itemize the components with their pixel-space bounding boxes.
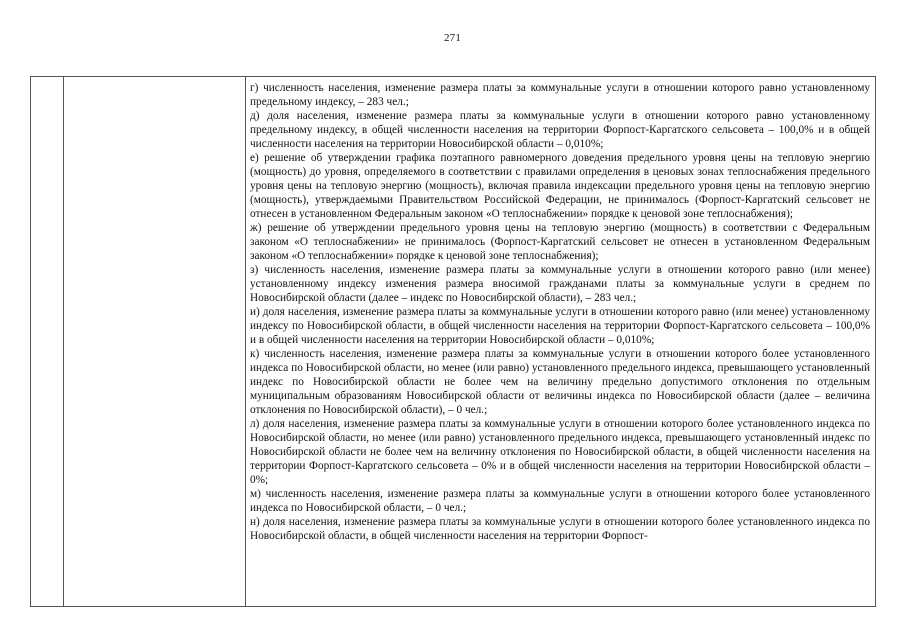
table-cell-text — [250, 81, 870, 543]
paragraph-k: к) численность населения, изменение размера платы за коммунальные услуги в отношении которого более установленного индекса по Новосибирской области, но менее (или равно) установленного предельного индекса, превышающего установленный индекс по Новосибирской области не более чем на величину предельно допустимого отклонения по отдельным муниципальным образованиям Новосибирской области от величины индекса по Новосибирской области (далее – величина отклонения по Новосибирской области), – 0 чел.; — [250, 348, 870, 416]
paragraph-d: д) доля населения, изменение размера платы за коммунальные услуги в отношении которого равно установленному предельному индексу, в общей численности населения на территории Форпост-Каргатского сельсовета – 100,0% и в общей численности населения на территории Новосибирской области – 0,010%; — [250, 110, 870, 150]
paragraph-zh: ж) решение об утверждении предельного уровня цены на тепловую энергию (мощность) в соответствии с Федеральным законом «О теплоснабжении» не принималось (Форпост-Каргатский сельсовет не отнесен в установленном Федеральным законом «О теплоснабжении» порядке к ценовой зоне теплоснабжения); — [250, 222, 870, 262]
paragraph-l: л) доля населения, изменение размера платы за коммунальные услуги в отношении которого более установленного индекса по Новосибирской области, но менее (или равно) установленного предельного индекса, превышающего установленный индекс по Новосибирской области не более чем на величину отклонения по Новосибирской области, в общей численности населения на территории Форпост-Каргатского сельсовета – 0% и в общей численности населения на территории Новосибирской области – 0%; — [250, 418, 870, 486]
column-divider — [63, 77, 64, 606]
paragraph-g: г) численность населения, изменение размера платы за коммунальные услуги в отношении которого равно установленному предельному индексу, – 283 чел.; — [250, 82, 870, 108]
column-divider — [245, 77, 246, 606]
paragraph-m: м) численность населения, изменение размера платы за коммунальные услуги в отношении которого более установленного индекса по Новосибирской области, – 0 чел.; — [250, 488, 870, 514]
paragraph-i: и) доля населения, изменение размера платы за коммунальные услуги в отношении которого равно (или менее) установленному индексу по Новосибирской области, в общей численности населения на территории Форпост-Каргатского сельсовета – 100,0% и в общей численности населения на территории Новосибирской области – 0,010%; — [250, 306, 870, 346]
paragraph-n: н) доля населения, изменение размера платы за коммунальные услуги в отношении которого более установленного индекса по Новосибирской области, в общей численности населения на территории Форпост- — [250, 516, 870, 542]
page-number: 271 — [443, 32, 462, 44]
document-table — [30, 76, 876, 607]
paragraph-e: е) решение об утверждении графика поэтапного равномерного доведения предельного уровня цены на тепловую энергию (мощность) до уровня, определяемого в соответствии с правилами определения в ценовых зонах теплоснабжения предельного уровня цены на тепловую энергию (мощность), включая правила индексации предельного уровня цены на тепловую энергию (мощность), утверждаемыми Правительством Российской Федерации, не принималось (Форпост-Каргатский сельсовет не отнесен в установленном Федеральным законом «О теплоснабжении» порядке к ценовой зоне теплоснабжения); — [250, 152, 870, 220]
paragraph-z: з) численность населения, изменение размера платы за коммунальные услуги в отношении которого равно (или менее) установленному индексу изменения размера вносимой гражданами платы за коммунальные услуги в среднем по Новосибирской области (далее – индекс по Новосибирской области), – 283 чел.; — [250, 264, 870, 304]
